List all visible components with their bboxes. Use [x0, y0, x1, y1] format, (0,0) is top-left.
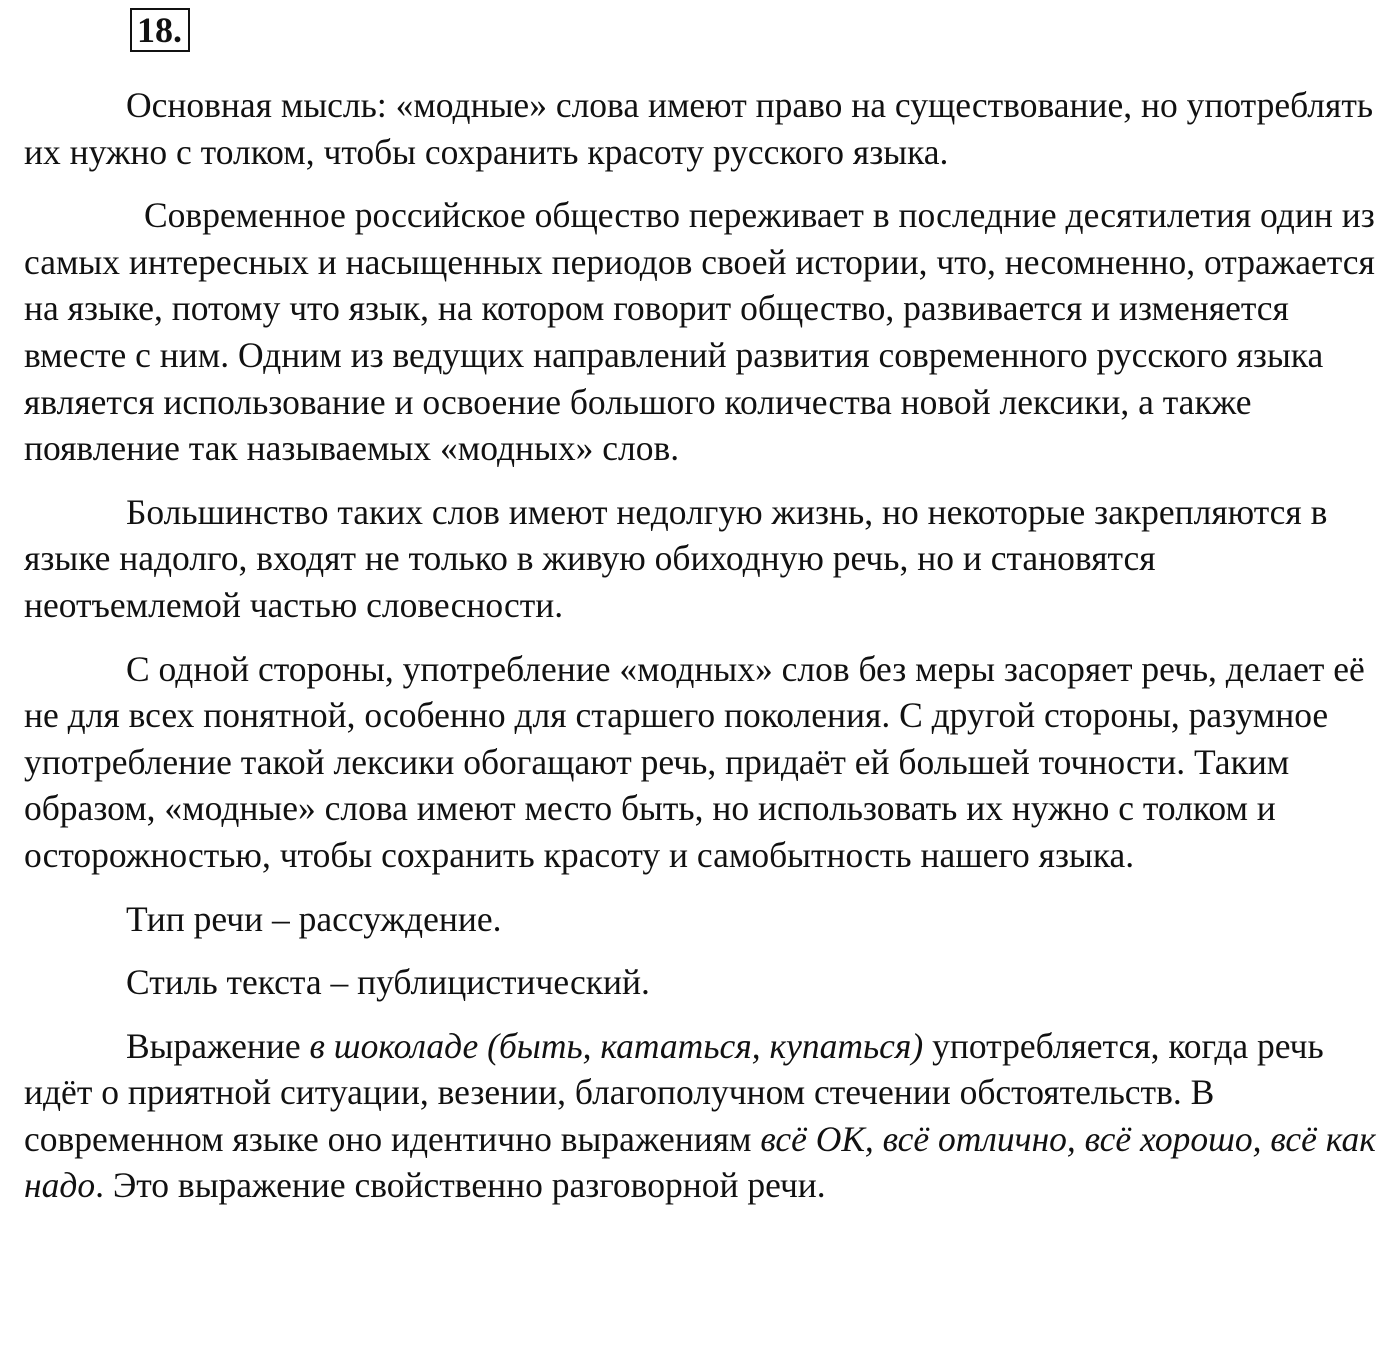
- expression-text-3: . Это выражение свойственно разговорной речи.: [95, 1165, 826, 1206]
- paragraph-2: Большинство таких слов имеют недолгую жизнь, но некоторые закрепляются в языке надолго, входят не только в живую обиходную речь, но и становятся неотъемлемой частью словесности.: [24, 491, 1328, 625]
- expression-italic-1: в шоколаде (быть, кататься, купаться): [309, 1025, 924, 1066]
- text-style-line: Стиль текста – публицистический.: [126, 962, 650, 1003]
- paragraph-1: Современное российское общество переживает в последние десятилетия один из самых интересных и насыщенных периодов своей истории, что, несомненно, отражается на языке, потому что язык, на котором говорит общество, развивается и изменяется вместе с ним. Одним из ведущих направлений развития современного русского языка является использование и освоение большого количества новой лексики, а также появление так называемых «модных» слов.: [24, 195, 1375, 469]
- main-idea-paragraph: Основная мысль: «модные» слова имеют право на существование, но употреблять их нужно с толком, чтобы сохранить красоту русского языка.: [24, 85, 1374, 172]
- speech-type-line: Тип речи – рассуждение.: [126, 898, 502, 939]
- expression-paragraph: [24, 1023, 1376, 1209]
- paragraph-3: С одной стороны, употребление «модных» слов без меры засоряет речь, делает её не для всех понятной, особенно для старшего поколения. С другой стороны, разумное употребление такой лексики обогащают речь, придаёт ей большей точности. Таким образом, «модные» слова имеют место быть, но использовать их нужно с толком и осторожностью, чтобы сохранить красоту и самобытность нашего языка.: [24, 648, 1365, 875]
- expression-text-1: Выражение: [126, 1025, 310, 1066]
- task-number-box: 18.: [130, 8, 190, 52]
- expression-italic-2: всё ОК, всё отлично, всё хорошо, всё как надо: [24, 1118, 1376, 1206]
- expression-text-2: употребляется, когда речь идёт о приятной ситуации, везении, благополучном стечении обстоятельств. В современном языке оно идентично выражениям: [24, 1025, 1324, 1159]
- document-text: [24, 82, 1376, 1209]
